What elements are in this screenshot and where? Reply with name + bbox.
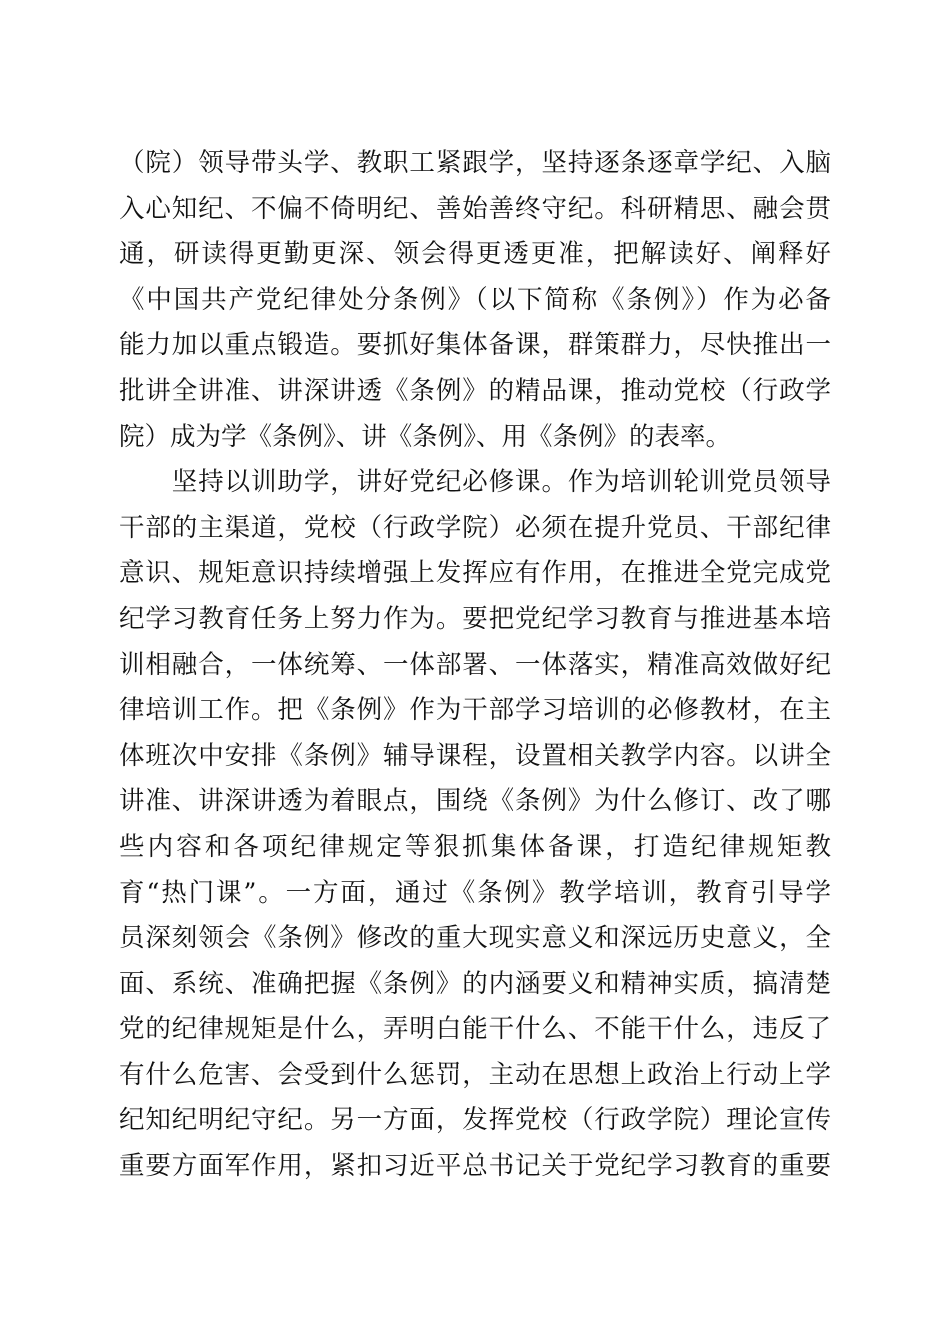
text-line: 讲准、讲深讲透为着眼点，围绕《条例》为什么修订、改了哪 <box>119 786 831 817</box>
text-line: 坚持以训助学，讲好党纪必修课。作为培训轮训党员领导 <box>119 467 831 498</box>
text-line: 能力加以重点锻造。要抓好集体备课，群策群力，尽快推出一 <box>119 330 831 361</box>
text-line: 通，研读得更勤更深、领会得更透更准，把解读好、阐释好 <box>119 239 831 270</box>
text-line: 员深刻领会《条例》修改的重大现实意义和深远历史意义，全 <box>119 923 831 954</box>
text-line: 训相融合，一体统筹、一体部署、一体落实，精准高效做好纪 <box>119 649 831 680</box>
text-line: 入心知纪、不偏不倚明纪、善始善终守纪。科研精思、融会贯 <box>119 193 831 224</box>
text-line: 批讲全讲准、讲深讲透《条例》的精品课，推动党校（行政学 <box>119 375 831 406</box>
text-line: 《中国共产党纪律处分条例》（以下简称《条例》）作为必备 <box>119 284 831 315</box>
text-line: 面、系统、准确把握《条例》的内涵要义和精神实质，搞清楚 <box>119 968 831 999</box>
text-line: 意识、规矩意识持续增强上发挥应有作用，在推进全党完成党 <box>119 558 831 589</box>
text-line: 育“热门课”。一方面，通过《条例》教学培训，教育引导学 <box>119 877 831 908</box>
body-text <box>119 141 831 1190</box>
text-line: 干部的主渠道，党校（行政学院）必须在提升党员、干部纪律 <box>119 512 831 543</box>
text-line: 党的纪律规矩是什么，弄明白能干什么、不能干什么，违反了 <box>119 1014 831 1045</box>
text-line: 院）成为学《条例》、讲《条例》、用《条例》的表率。 <box>119 421 732 452</box>
text-line: 纪学习教育任务上努力作为。要把党纪学习教育与推进基本培 <box>119 603 831 634</box>
text-line: 重要方面军作用，紧扣习近平总书记关于党纪学习教育的重要 <box>119 1151 831 1182</box>
text-line: 体班次中安排《条例》辅导课程，设置相关教学内容。以讲全 <box>119 740 831 771</box>
text-line: 律培训工作。把《条例》作为干部学习培训的必修教材，在主 <box>119 695 831 726</box>
text-line: 些内容和各项纪律规定等狠抓集体备课，打造纪律规矩教 <box>119 831 831 862</box>
text-line: 纪知纪明纪守纪。另一方面，发挥党校（行政学院）理论宣传 <box>119 1105 831 1136</box>
text-line: （院）领导带头学、教职工紧跟学，坚持逐条逐章学纪、入脑 <box>119 148 831 178</box>
text-line: 有什么危害、会受到什么惩罚，主动在思想上政治上行动上学 <box>119 1059 831 1090</box>
